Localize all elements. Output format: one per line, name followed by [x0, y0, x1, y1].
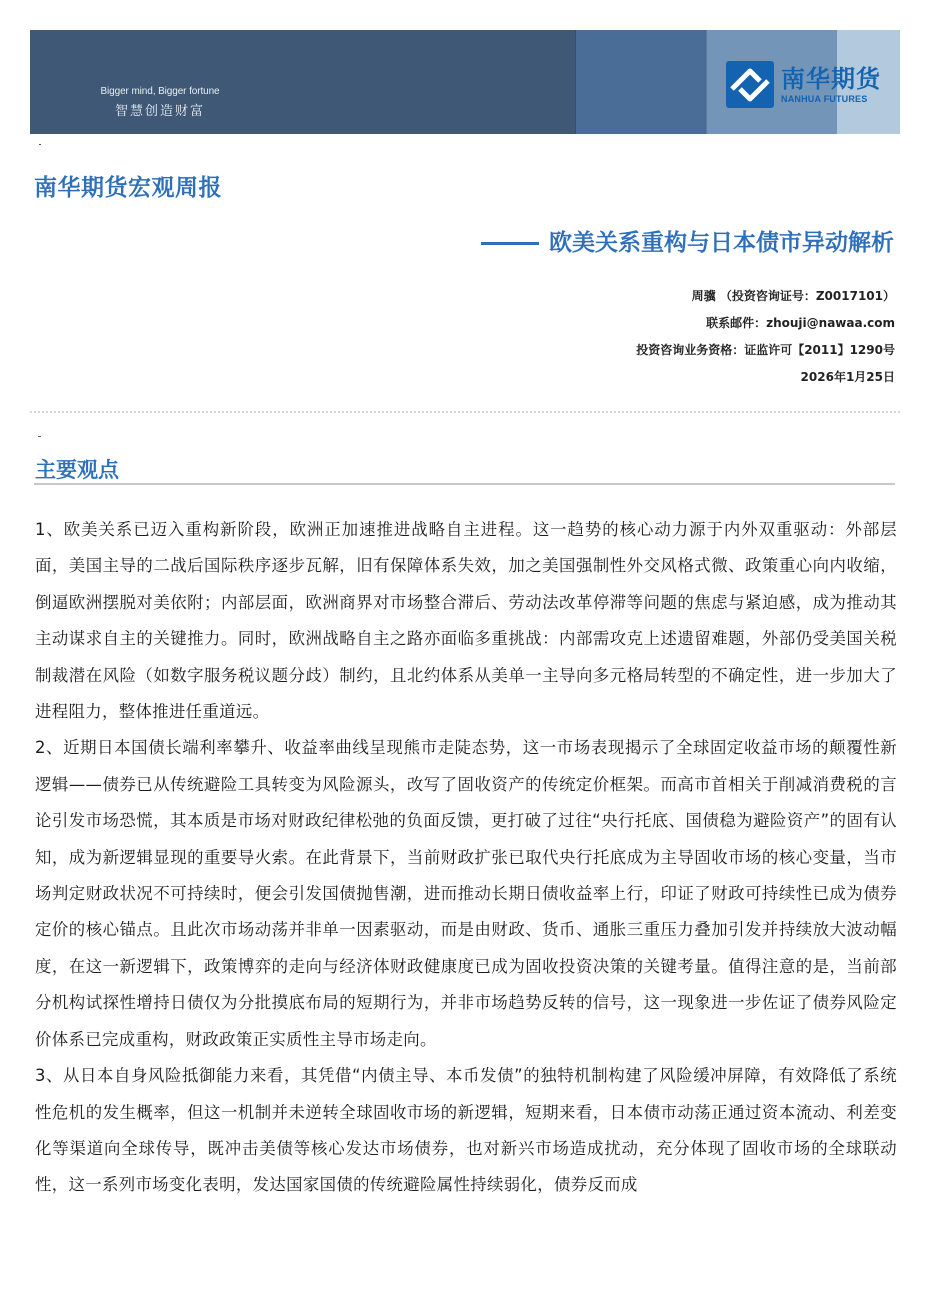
- slogan: [90, 86, 230, 119]
- subtitle-dash: [481, 242, 539, 245]
- firm-license: 投资咨询业务资格：证监许可【2011】1290号: [636, 343, 895, 357]
- dotted-divider: [30, 411, 900, 413]
- report-date: 2026年1月25日: [800, 370, 895, 384]
- author-info: [636, 284, 895, 392]
- paragraph-1: 1、欧美关系已迈入重构新阶段，欧洲正加速推进战略自主进程。这一趋势的核心动力源于内外双重驱动：外部层面，美国主导的二战后国际秩序逐步瓦解，旧有保障体系失效，加之美国强制性外交风格式微、政策重心向内收缩，倒逼欧洲摆脱对美依附；内部层面，欧洲商界对市场整合滞后、劳动法改革停滞等问题的焦虑与紧迫感，成为推动其主动谋求自主的关键推力。同时，欧洲战略自主之路亦面临多重挑战：内部需攻克上述遗留难题，外部仍受美国关税制裁潜在风险（如数字服务税议题分歧）制约，且北约体系从美单一主导向多元格局转型的不确定性，进一步加大了进程阻力，整体推进任重道远。: [35, 520, 897, 722]
- slogan-chinese: 智慧创造财富: [114, 104, 205, 119]
- banner-segment-mid-blue: [575, 30, 706, 134]
- paragraph-2: 2、近期日本国债长端利率攀升、收益率曲线呈现熊市走陡态势，这一市场表现揭示了全球固定收益市场的颠覆性新逻辑——债券已从传统避险工具转变为风险源头，改写了固收资产的传统定价框架。而高市首相关于削减消费税的言论引发市场恐慌，其本质是市场对财政纪律松弛的负面反馈，更打破了过往“央行托底、国债稳为避险资产”的固有认知，成为新逻辑显现的重要导火索。在此背景下，当前财政扩张已取代央行托底成为主导固收市场的核心变量，当市场判定财政状况不可持续时，便会引发国债抛售潮，进而推动长期日债收益率上行，印证了财政可持续性已成为债券定价的核心锚点。且此次市场动荡并非单一因素驱动，而是由财政、货币、通胀三重压力叠加引发并持续放大波动幅度，在这一新逻辑下，政策博弈的走向与经济体财政健康度已成为固收投资决策的关键考量。值得注意的是，当前部分机构试探性增持日债仅为分批摸底布局的短期行为，并非市场趋势反转的信号，这一现象进一步佐证了债券风险定价体系已完成重构，财政政策正实质性主导市场走向。: [35, 738, 897, 1049]
- logo-wordmark: [781, 65, 881, 105]
- section-underline: [34, 483, 895, 485]
- paragraph-3: 3、从日本自身风险抵御能力来看，其凭借“内债主导、本币发债”的独特机制构建了风险缓冲屏障，有效降低了系统性危机的发生概率，但这一机制并未逆转全球固收市场的新逻辑，短期来看，日本债市动荡正通过资本流动、利差变化等渠道向全球传导，既冲击美债等核心发达市场债券，也对新兴市场造成扰动，充分体现了固收市场的全球联动性，这一系列市场变化表明，发达国家国债的传统避险属性持续弱化，债券反而成: [35, 1066, 897, 1195]
- report-title: 南华期货宏观周报: [34, 175, 222, 201]
- report-subtitle: [481, 227, 894, 259]
- stray-mark: [39, 144, 41, 145]
- author-name-license-no: 周骥 （投资咨询证号：Z0017101）: [691, 289, 895, 303]
- company-logo: [726, 61, 881, 108]
- header-banner: [30, 30, 900, 134]
- author-email: 联系邮件：zhouji@nawaa.com: [706, 316, 895, 330]
- nanhua-logo-icon: [726, 61, 774, 108]
- key-views-body: [35, 512, 897, 1204]
- report-subtitle-text: 欧美关系重构与日本债市异动解析: [549, 230, 894, 256]
- stray-mark: [38, 436, 41, 437]
- logo-name-english: NANHUA FUTURES: [781, 93, 868, 104]
- logo-name-chinese: 南华期货: [781, 64, 881, 93]
- section-heading-key-views: 主要观点: [35, 458, 119, 482]
- slogan-english: Bigger mind, Bigger fortune: [100, 86, 220, 97]
